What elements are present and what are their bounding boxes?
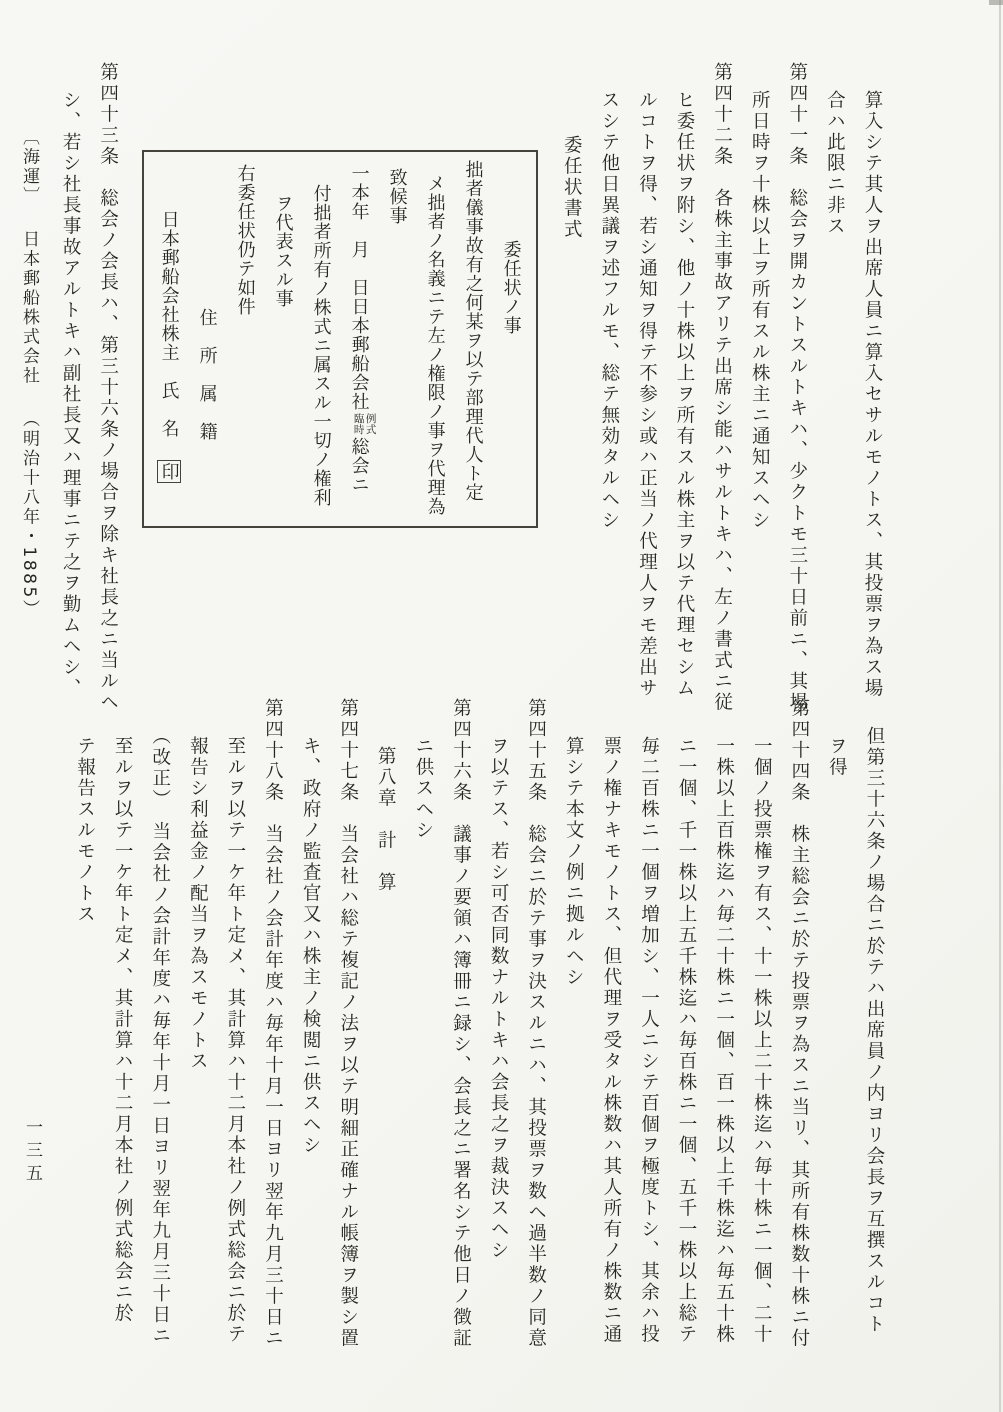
text-column: ルコトヲ得、若シ通知ヲ得テ不参シ或ハ正当ノ代理人ヲモ差出サ [636,90,658,699]
text-column: テ報告スルモノトス [74,736,96,925]
margin-company-label: 日本郵船株式会社 [19,230,39,386]
article-46-column: 第四十六条 議事ノ要領ハ簿冊ニ録シ、会長之ニ署名シテ他日ノ徴証 [450,698,472,1349]
warichu-regular: 例式 [364,413,377,435]
text-column: ニ一個、千一株以上五千株迄ハ毎百株ニ一個、五千一株以上総テ [676,736,698,1345]
margin-category-label: 〔海運〕 [19,128,39,206]
text-column: 毎二百株ニ一個ヲ増加シ、一人ニシテ百個ヲ極度トシ、其余ハ投 [638,736,660,1345]
text-column: スシテ他日異議ヲ述フルモ、総テ無効タルヘシ [598,90,620,531]
text-column: ヲ得 [826,736,848,778]
text-column: ヒ委任状ヲ附シ、他ノ十株以上ヲ所有スル株主ヲ以テ代理セシム [674,90,696,699]
warichu-extraordinary: 臨時 [352,413,365,435]
proxy-form-body-line: 拙者儀事故有之何某ヲ以テ部理代人ト定 [462,160,484,502]
text-column: 算シテ本文ノ例ニ拠ルヘシ [563,736,585,988]
text-column: 至ルヲ以テ一ケ年ト定メ、其計算ハ十二月本社ノ例式総会ニ於 [112,736,134,1324]
article-48-column: 第四十八条 当会社ノ会計年度ハ毎年十月一日ヨリ翌年九月三十日ニ [262,698,284,1349]
text-column: 報告シ利益金ノ配当ヲ為スモノトス [187,736,209,1072]
warichu-annotation [353,413,377,435]
proxy-form-signer-line [150,160,188,518]
text-column: 至ルヲ以テ一ケ年ト定メ、其計算ハ十二月本社ノ例式総会ニ於テ [224,736,246,1345]
article-41-column: 第四十一条 総会ヲ開カントスルトキハ、少クトモ三十日前ニ、其場 [786,62,808,713]
text-column: 一株以上百株迄ハ毎二十株ニ一個、百一株以上千株迄ハ毎五十株 [713,736,735,1345]
scan-edge-artifact [999,0,1001,1412]
proxy-form-heading: 委任状ノ事 [500,240,522,335]
proxy-form-body-line: 致候事 [386,168,408,225]
lower-text-block [66,698,893,1349]
proxy-form-box [142,150,538,528]
page-number: 一三五 [22,1118,42,1187]
article-42-column: 第四十二条 各株主事故アリテ出席シ能ハサルトキハ、左ノ書式ニ従 [711,62,733,713]
upper-text-block [51,62,891,713]
proxy-form-closing-line: 右委任状仍テ如件 [234,164,256,316]
chapter-8-heading: 第八章 計 算 [375,746,397,893]
article-47-column: 第四十七条 当会社ハ総テ複記ノ法ヲ以テ明細正確ナル帳簿ヲ製シ置 [337,698,359,1349]
scan-corner-artifact [989,0,1003,5]
text-column: ヲ以テス、若シ可否同数ナルトキハ会長之ヲ裁決スヘシ [488,736,510,1261]
margin-year-label: （明治十八年・1885） [19,410,39,620]
proxy-item-pre: 一本年 月 日日本郵船会社 [348,164,370,411]
proxy-form-address-line: 住 所 属 籍 [196,308,218,441]
text-column: 所日時ヲ十株以上ヲ所有スル株主ニ通知スヘシ [749,90,771,531]
proxy-form-item-line: ヲ代表スル事 [272,194,294,308]
signer-label: 日本郵船会社株主 氏 名 [158,210,180,438]
proxy-item-post: 総会ニ [348,437,370,494]
text-column: 算入シテ其人ヲ出席人員ニ算入セサルモノトス、其投票ヲ為ス場 [862,90,883,699]
seal-mark: 印 [158,462,180,481]
proxy-form-item-line: 付拙者所有ノ株式ニ属スル一切ノ権利 [310,184,332,507]
amendment-column: （改正） 当会社ノ会計年度ハ毎年十月一日ヨリ翌年九月三十日ニ [149,726,171,1347]
text-column: キ、政府ノ監査官又ハ株主ノ検閲ニ供スヘシ [300,736,322,1156]
proxy-form-title: 委任状書式 [561,135,583,240]
text-column: 票ノ権ナキモノトス、但代理ヲ受タル株数ハ其人所有ノ株数ニ通 [600,736,622,1345]
text-column: ニ供スヘシ [412,736,434,841]
article-44-column: 第四十四条 株主総会ニ於テ投票ヲ為スニ当リ、其所有株数十株ニ付 [788,698,810,1349]
margin-running-title [14,128,44,620]
text-column: 合ハ此限ニ非ス [824,90,846,237]
text-column: シ、若シ社長事故アルトキハ副社長又ハ理事ニテ之ヲ勤ムヘシ、 [60,90,82,699]
article-43-column: 第四十三条 総会ノ会長ハ、第三十六条ノ場合ヲ除キ社長之ニ当ルヘ [97,62,119,713]
proxy-form-body-line: メ拙者ノ名義ニテ左ノ権限ノ事ヲ代理為 [424,174,446,516]
text-column: 一個ノ投票権ヲ有ス、十一株以上二十株迄ハ毎十株ニ一個、二十 [751,736,773,1345]
proxy-form-item-line [340,160,378,518]
text-column: 但第三十六条ノ場合ニ於テハ出席員ノ内ヨリ会長ヲ互撰スルコト [864,726,885,1335]
article-45-column: 第四十五条 総会ニ於テ事ヲ決スルニハ、其投票ヲ数ヘ過半数ノ同意 [525,698,547,1349]
